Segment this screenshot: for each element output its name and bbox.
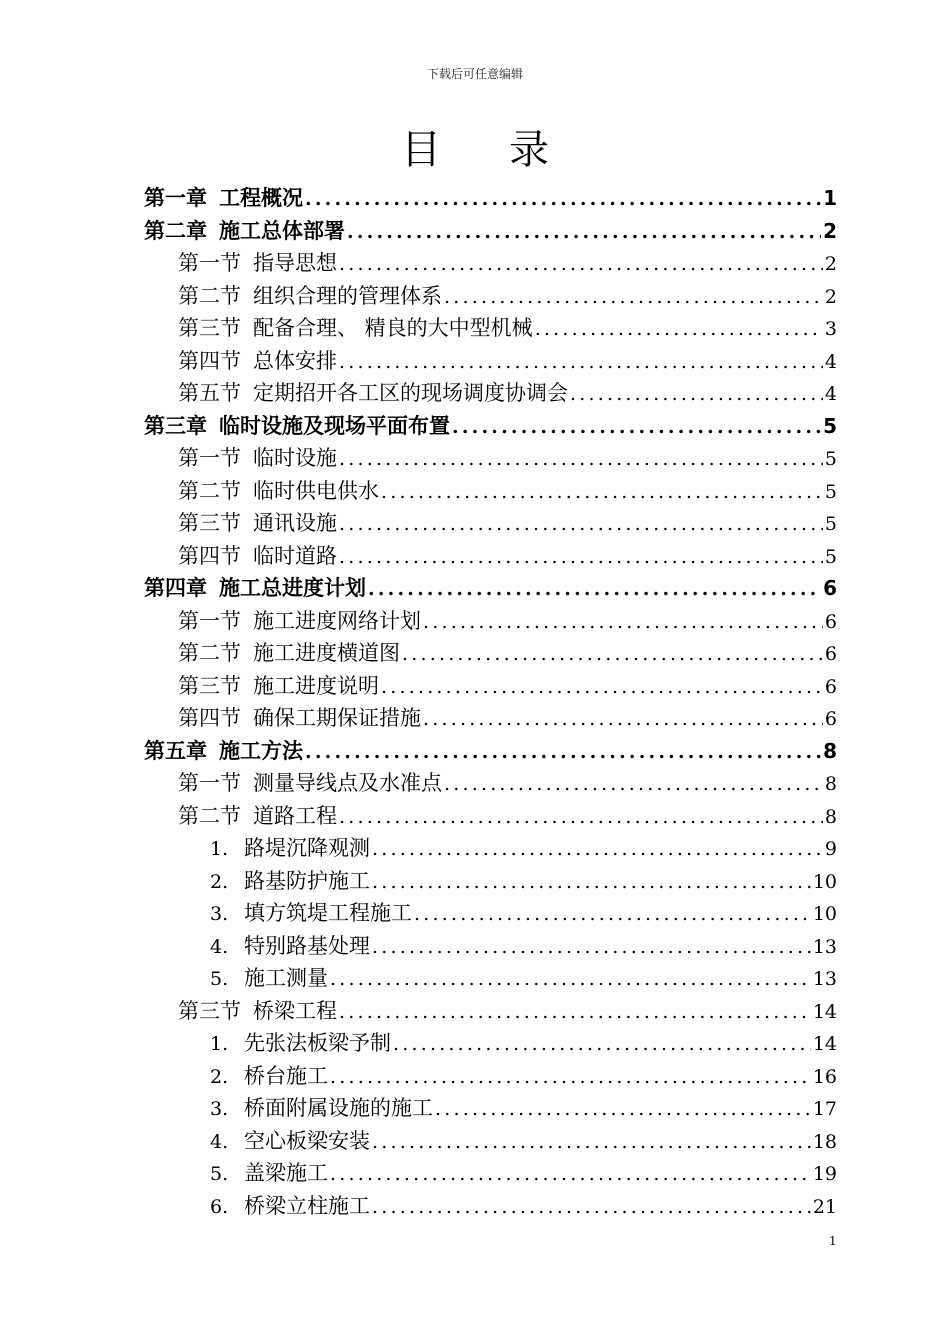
toc-dot-leader xyxy=(372,866,811,898)
toc-entry-number: 第一节 xyxy=(178,771,241,795)
toc-entry-page: 14 xyxy=(812,1000,837,1023)
toc-dot-leader xyxy=(452,411,821,443)
toc-entry[interactable] xyxy=(144,637,837,670)
toc-entry-title: 填方筑堤工程施工 xyxy=(244,901,412,925)
toc-dot-leader xyxy=(339,248,823,280)
toc-dot-leader xyxy=(381,671,823,703)
toc-entry-number: 第一节 xyxy=(178,251,241,275)
toc-entry-title: 临时设施及现场平面布置 xyxy=(219,413,450,438)
toc-entry-number: 5. xyxy=(210,968,229,990)
toc-entry[interactable] xyxy=(144,800,837,833)
toc-entry-page: 5 xyxy=(824,513,837,535)
toc-entry-page: 21 xyxy=(812,1195,837,1218)
toc-entry-title: 施工总体部署 xyxy=(219,218,345,243)
toc-entry-page: 6 xyxy=(824,675,837,698)
toc-entry[interactable] xyxy=(144,572,837,605)
toc-entry-title: 桥面附属设施的施工 xyxy=(244,1096,433,1120)
toc-entry[interactable] xyxy=(144,735,837,768)
toc-entry-number: 4. xyxy=(210,1130,229,1153)
toc-dot-leader xyxy=(423,703,823,735)
toc-entry-title: 组织合理的管理体系 xyxy=(253,283,442,308)
toc-entry[interactable] xyxy=(144,377,837,410)
toc-entry-page: 14 xyxy=(812,1033,837,1055)
toc-entry-page: 10 xyxy=(812,870,837,893)
header-note: 下载后可任意编辑 xyxy=(426,67,523,81)
toc-entry-number: 第四节 xyxy=(178,348,241,373)
toc-entry[interactable] xyxy=(144,540,837,573)
toc-entry-title: 施工进度横道图 xyxy=(253,641,400,665)
toc-entry-number: 第五节 xyxy=(178,381,241,405)
toc-entry-page: 5 xyxy=(823,413,837,438)
toc-entry-title: 路基防护施工 xyxy=(244,868,370,893)
toc-entry-number: 第三节 xyxy=(178,316,241,340)
toc-entry-page: 9 xyxy=(824,838,837,860)
toc-entry-page: 6 xyxy=(824,708,837,730)
toc-entry-number: 6. xyxy=(210,1195,229,1218)
toc-dot-leader xyxy=(423,606,823,638)
toc-entry-page: 19 xyxy=(812,1163,837,1185)
toc-entry-number: 5. xyxy=(210,1163,229,1185)
toc-entry-number: 第二节 xyxy=(178,478,241,503)
toc-entry-number: 第四节 xyxy=(178,543,241,568)
toc-entry-title: 通讯设施 xyxy=(253,511,337,535)
toc-entry[interactable] xyxy=(144,280,837,313)
toc-entry[interactable] xyxy=(144,215,837,248)
toc-dot-leader xyxy=(339,346,823,378)
toc-dot-leader xyxy=(414,898,811,930)
toc-dot-leader xyxy=(347,216,821,248)
toc-dot-leader xyxy=(339,443,823,475)
toc-entry-title: 临时供电供水 xyxy=(253,478,379,503)
toc-entry-page: 13 xyxy=(812,968,837,990)
toc-entry-number: 第二节 xyxy=(178,641,241,665)
toc-entry-number: 第四节 xyxy=(178,706,241,730)
toc-entry-title: 确保工期保证措施 xyxy=(253,706,421,730)
page-number: 1 xyxy=(829,1234,837,1248)
toc-entry[interactable] xyxy=(144,670,837,703)
toc-entry-title: 工程概况 xyxy=(219,186,303,210)
toc-dot-leader xyxy=(372,833,823,865)
toc-dot-leader xyxy=(535,313,823,345)
toc-entry-page: 5 xyxy=(824,448,837,470)
toc-entry-title: 施工进度网络计划 xyxy=(253,608,421,633)
toc-entry-title: 桥梁立柱施工 xyxy=(244,1193,370,1218)
toc-entry-title: 空心板梁安装 xyxy=(244,1128,370,1153)
toc-entry-page: 16 xyxy=(812,1065,837,1088)
toc-dot-leader xyxy=(435,1093,811,1125)
toc-entry[interactable] xyxy=(144,345,837,378)
toc-entry[interactable] xyxy=(144,832,837,865)
toc-dot-leader xyxy=(444,768,823,800)
toc-dot-leader xyxy=(330,1061,811,1093)
toc-dot-leader xyxy=(330,1158,811,1190)
toc-entry-page: 4 xyxy=(824,350,837,373)
toc-entry-title: 配备合理、 精良的大中型机械 xyxy=(253,316,533,340)
toc-entry[interactable] xyxy=(144,897,837,930)
toc-dot-leader xyxy=(372,931,811,963)
toc-entry[interactable] xyxy=(144,962,837,995)
toc-entry[interactable] xyxy=(144,410,837,443)
toc-entry[interactable] xyxy=(144,247,837,280)
toc-entry-number: 第一节 xyxy=(178,608,241,633)
toc-dot-leader xyxy=(402,638,823,670)
toc-dot-leader xyxy=(339,801,823,833)
toc-entry-page: 2 xyxy=(824,285,837,308)
toc-entry-number: 第二章 xyxy=(144,218,207,243)
toc-entry-number: 第二节 xyxy=(178,803,241,828)
toc-entry-page: 6 xyxy=(823,576,837,600)
toc-entry-title: 桥台施工 xyxy=(244,1063,328,1088)
toc-entry-number: 2. xyxy=(210,1065,229,1088)
toc-entry-number: 第三节 xyxy=(178,673,241,698)
toc-entry-title: 测量导线点及水准点 xyxy=(253,771,442,795)
toc-entry-title: 施工进度说明 xyxy=(253,673,379,698)
toc-entry-title: 路堤沉降观测 xyxy=(244,836,370,860)
toc-entry-page: 6 xyxy=(824,610,837,633)
toc-entry-title: 临时设施 xyxy=(253,446,337,470)
toc-entry-page: 1 xyxy=(823,186,837,210)
toc-entry-title: 先张法板梁予制 xyxy=(244,1031,391,1055)
toc-entry-title: 特别路基处理 xyxy=(244,933,370,958)
toc-entry[interactable] xyxy=(144,1092,837,1125)
toc-entry-number: 第三章 xyxy=(144,413,207,438)
toc-dot-leader xyxy=(339,996,811,1028)
toc-entry-page: 2 xyxy=(824,253,837,275)
toc-entry-title: 道路工程 xyxy=(253,803,337,828)
toc-dot-leader xyxy=(570,378,823,410)
toc-entry-number: 4. xyxy=(210,935,229,958)
toc-entry[interactable] xyxy=(144,995,837,1028)
toc-entry-number: 第二节 xyxy=(178,283,241,308)
toc-entry-page: 13 xyxy=(812,935,837,958)
toc-entry-number: 第一节 xyxy=(178,446,241,470)
toc-dot-leader xyxy=(372,1126,811,1158)
toc-dot-leader xyxy=(381,476,823,508)
toc-entry-number: 第三节 xyxy=(178,998,241,1023)
toc-entry[interactable] xyxy=(144,1027,837,1060)
toc-entry[interactable] xyxy=(144,442,837,475)
table-of-contents xyxy=(144,182,837,1222)
toc-entry-title: 定期招开各工区的现场调度协调会 xyxy=(253,381,568,405)
toc-entry-title: 总体安排 xyxy=(253,348,337,373)
toc-entry-page: 8 xyxy=(824,805,837,828)
toc-entry-number: 第一章 xyxy=(144,186,207,210)
toc-dot-leader xyxy=(339,508,823,540)
toc-dot-leader xyxy=(305,736,821,768)
toc-entry-title: 施工测量 xyxy=(244,966,328,990)
toc-dot-leader xyxy=(372,1191,811,1223)
toc-entry[interactable] xyxy=(144,1125,837,1158)
toc-entry[interactable] xyxy=(144,1060,837,1093)
toc-entry[interactable] xyxy=(144,182,837,215)
toc-dot-leader xyxy=(393,1028,811,1060)
toc-entry-page: 3 xyxy=(824,318,837,340)
toc-entry-title: 施工方法 xyxy=(219,738,303,763)
toc-entry[interactable] xyxy=(144,702,837,735)
toc-entry-title: 盖梁施工 xyxy=(244,1161,328,1185)
toc-entry-page: 2 xyxy=(823,218,837,243)
toc-entry[interactable] xyxy=(144,1190,837,1223)
toc-dot-leader xyxy=(444,281,823,313)
toc-entry[interactable] xyxy=(144,312,837,345)
toc-entry-title: 临时道路 xyxy=(253,543,337,568)
toc-entry[interactable] xyxy=(144,475,837,508)
toc-entry-page: 8 xyxy=(823,738,837,763)
toc-entry-number: 3. xyxy=(210,1098,229,1120)
toc-entry-number: 第四章 xyxy=(144,576,207,600)
toc-entry-page: 6 xyxy=(824,643,837,665)
toc-entry[interactable] xyxy=(144,865,837,898)
toc-entry[interactable] xyxy=(144,767,837,800)
toc-dot-leader xyxy=(305,183,821,215)
toc-dot-leader xyxy=(330,963,811,995)
toc-dot-leader xyxy=(368,573,821,605)
toc-entry[interactable] xyxy=(144,930,837,963)
toc-entry-title: 施工总进度计划 xyxy=(219,576,366,600)
toc-entry-title: 指导思想 xyxy=(253,251,337,275)
toc-entry[interactable] xyxy=(144,507,837,540)
toc-entry-page: 17 xyxy=(812,1098,837,1120)
toc-entry-number: 第三节 xyxy=(178,511,241,535)
toc-entry-number: 2. xyxy=(210,870,229,893)
toc-entry-page: 8 xyxy=(824,773,837,795)
page-title: 目录 xyxy=(401,127,617,173)
toc-entry-page: 18 xyxy=(812,1130,837,1153)
toc-entry-page: 5 xyxy=(824,545,837,568)
toc-entry-number: 3. xyxy=(210,903,229,925)
toc-entry-title: 桥梁工程 xyxy=(253,998,337,1023)
toc-entry[interactable] xyxy=(144,605,837,638)
toc-entry-page: 10 xyxy=(812,903,837,925)
toc-entry-page: 5 xyxy=(824,480,837,503)
toc-entry-number: 第五章 xyxy=(144,738,207,763)
toc-entry[interactable] xyxy=(144,1157,837,1190)
toc-entry-number: 1. xyxy=(210,1033,229,1055)
toc-entry-number: 1. xyxy=(210,838,229,860)
toc-dot-leader xyxy=(339,541,823,573)
toc-entry-page: 4 xyxy=(824,383,837,405)
